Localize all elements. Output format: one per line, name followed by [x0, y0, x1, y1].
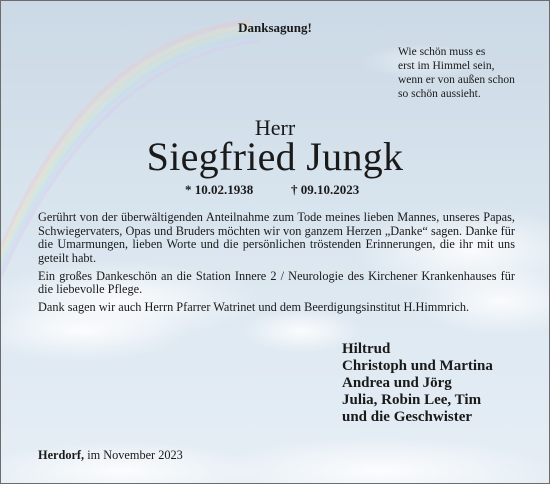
- quote-block: [398, 45, 515, 101]
- signatory: und die Geschwister: [342, 409, 473, 425]
- thanks-text: [38, 211, 515, 319]
- quote-line: Wie schön muss es: [398, 46, 486, 58]
- place: Herdorf,: [38, 448, 85, 462]
- paragraph: Ein großes Dankeschön an die Station Innere 2 / Neurologie des Kirchener Krankenhauses für die liebevolle Pflege.: [38, 268, 515, 296]
- place-date: [38, 448, 183, 463]
- quote-line: erst im Himmel sein,: [398, 60, 495, 72]
- birth-date: * 10.02.1938: [185, 182, 254, 197]
- signatory: Julia, Robin Lee, Tim: [342, 392, 482, 408]
- signatory: Christoph und Martina: [342, 358, 493, 374]
- signatory: Andrea und Jörg: [342, 375, 452, 391]
- quote-line: wenn er von außen schon: [398, 74, 515, 86]
- death-date: † 09.10.2023: [291, 182, 360, 197]
- deceased-name: Siegfried Jungk: [146, 134, 404, 179]
- paragraph: Gerührt von der überwältigenden Anteilnahme zum Tode meines lieben Mannes, unseres Papas, Schwiegervaters, Opas und Bruders möchten wir von ganzem Herzen „Danke“ sagen. Danke für die Umarmungen, lieben Worte und die persönlichen tröstenden Erinnerungen, die ihr mit uns geteilt habt.: [38, 210, 515, 265]
- heading: Danksagung!: [238, 20, 312, 35]
- signatory: Hiltrud: [342, 341, 391, 357]
- signatories: [342, 341, 493, 426]
- date: im November 2023: [87, 448, 183, 462]
- paragraph: Dank sagen wir auch Herrn Pfarrer Watrinet und dem Beerdigungsinstitut H.Himmrich.: [38, 300, 470, 314]
- honorific: Herr: [254, 115, 296, 140]
- quote-line: so schön aussieht.: [398, 88, 481, 100]
